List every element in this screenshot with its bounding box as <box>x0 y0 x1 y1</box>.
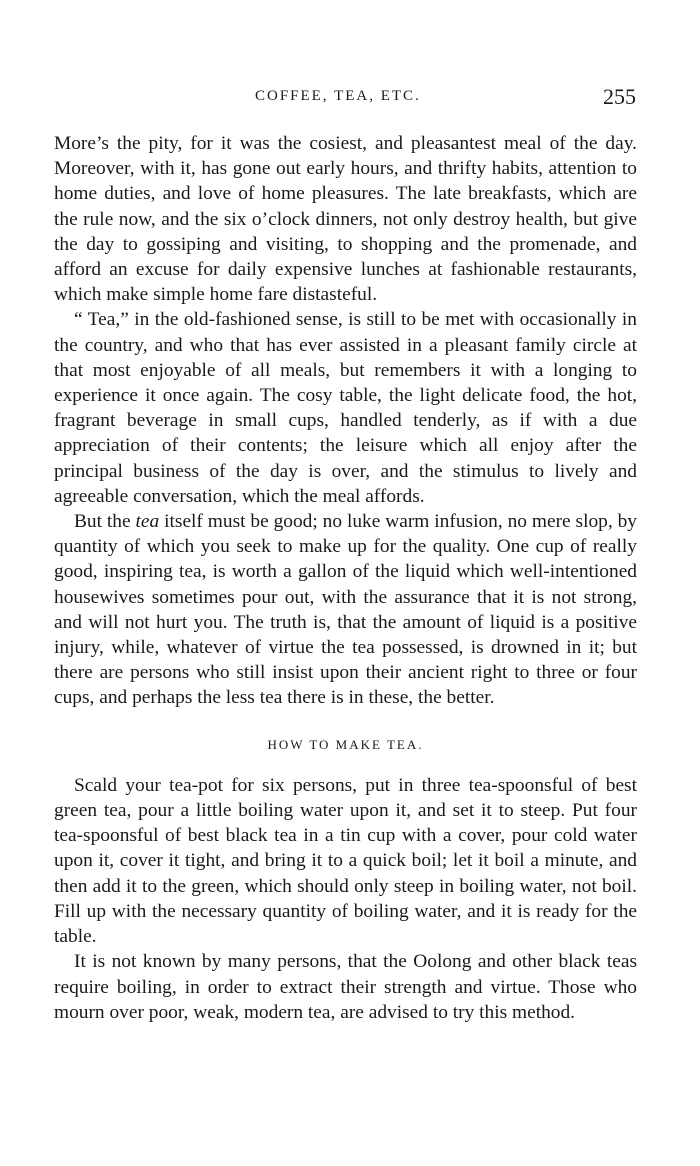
paragraph-3-rest: itself must be good; no luke warm infusion, no mere slop, by quantity of which you seek to make up for the quality. One cup of really good, inspiring tea, is worth a gallon of the liquid which well-intentioned housewives sometimes pour out, with the assurance that it is not strong, and will not hurt you. The truth is, that the amount of liquid is a positive injury, while, whatever of virtue the tea possessed, is drowned in it; but there are persons who still insist upon their ancient right to three or four cups, and perhaps the less tea there is in these, the better. <box>54 511 637 709</box>
paragraph-1: More’s the pity, for it was the cosiest, and pleasantest meal of the day. Moreover, with it, has gone out early hours, and thrifty habits, attention to home duties, and love of home pleasures. The late breakfasts, which are the rule now, and the six o’clock dinners, not only destroy health, but give the day to gossiping and visiting, to shopping and the promenade, and afford an excuse for daily expensive lunches at fashionable restaurants, which make simple home fare distasteful. <box>54 133 637 306</box>
section-heading: HOW TO MAKE TEA. <box>267 736 424 752</box>
paragraph-3-emphasis: tea <box>135 511 160 533</box>
paragraph-3 <box>54 509 637 711</box>
paragraph-4: Scald your tea-pot for six persons, put in three tea-spoonsful of best green tea, pour a little boiling water upon it, and set it to steep. Put four tea-spoonsful of best black tea in a tin cup with a cover, pour cold water upon it, cover it tight, and bring it to a quick boil; let it boil a minute, and then add it to the green, which should only steep in boiling water, not boil. Fill up with the necessary quantity of boiling water, and it is ready for the table. <box>54 774 637 948</box>
paragraph-5: It is not known by many persons, that the Oolong and other black teas require boiling, in order to extract their strength and virtue. Those who mourn over poor, weak, modern tea, are advised to try this method. <box>54 951 637 1023</box>
running-head <box>0 84 700 114</box>
page-number: 255 <box>603 84 636 109</box>
paragraph-3-start: But the <box>74 511 136 533</box>
paragraph-2: “ Tea,” in the old-fashioned sense, is still to be met with occasionally in the country, and who that has ever assisted in a pleasant family circle at that most enjoyable of all meals, but remembers it with a longing to experience it once again. The cosy table, the light delicate food, the hot, fragrant beverage in small cups, handled tenderly, as if with a due appreciation of their contents; the leisure which all enjoy after the principal business of the day is over, and the stimulus to lively and agreeable conversation, which the meal affords. <box>54 309 637 507</box>
body-text <box>54 131 637 1025</box>
running-title: COFFEE, TEA, ETC. <box>255 88 421 104</box>
